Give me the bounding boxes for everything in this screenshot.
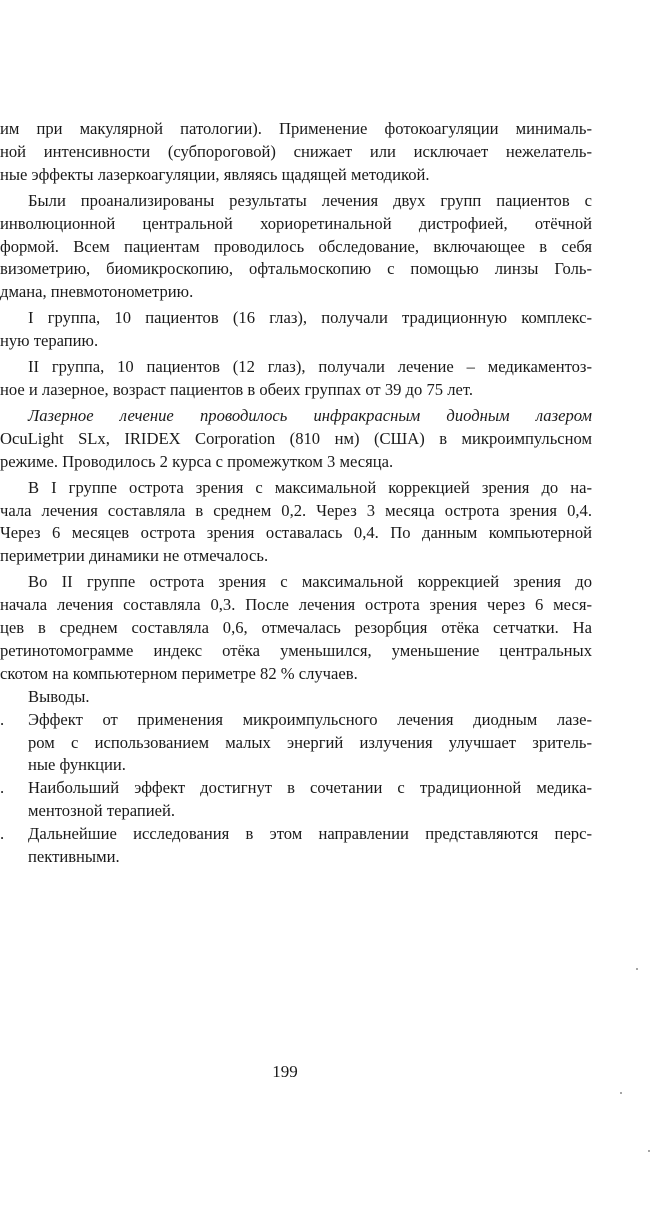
list-item-line: . Эффект от применения микроимпульсного лечения диодным лазе- <box>0 709 592 729</box>
conclusions-list <box>0 709 592 869</box>
conclusions-heading <box>0 686 592 709</box>
list-item <box>0 823 592 869</box>
paragraph-intro-continuation <box>0 118 592 187</box>
text-line: начала лечения составляла 0,3. После лечения острота зрения через 6 меся- <box>0 595 592 615</box>
text-line: скотом на компьютерном периметре 82 % случаев. <box>0 663 358 683</box>
list-item-line: пективными. <box>28 847 120 867</box>
paragraph-group-one-results <box>0 477 592 569</box>
scan-speck <box>620 1092 622 1094</box>
text-line: режиме. Проводилось 2 курса с промежутком 3 месяца. <box>0 451 394 471</box>
scan-speck <box>636 968 638 970</box>
text-line: Через 6 месяцев острота зрения оставалась 0,4. По данным компьютерной <box>0 523 592 543</box>
list-item <box>0 777 592 823</box>
text-line: формой. Всем пациентам проводилось обследование, включающее в себя <box>0 236 592 256</box>
text-line: визометрию, биомикроскопию, офтальмоскопию с помощью линзы Голь- <box>0 259 592 279</box>
page-number: 199 <box>272 1062 298 1081</box>
text-line: чала лечения составляла в среднем 0,2. Через 3 месяца острота зрения 0,4. <box>0 500 592 520</box>
text-line: ные эффекты лазеркоагуляции, являясь щадящей методикой. <box>0 164 430 184</box>
text-line: Лазерное лечение проводилось инфракрасным диодным лазером <box>28 405 592 425</box>
paragraph-study-groups <box>0 190 592 305</box>
text-line: инволюционной центральной хориоретинальной дистрофией, отёчной <box>0 213 592 233</box>
text-line: ное и лазерное, возраст пациентов в обеих группах от 39 до 75 лет. <box>0 379 473 399</box>
list-item-line: ром с использованием малых энергий излучения улучшает зритель- <box>28 732 592 752</box>
list-item-text: Эффект от применения микроимпульсного лечения диодным лазе- <box>28 709 592 729</box>
text-line: Во II группе острота зрения с максимальной коррекцией зрения до <box>28 572 592 592</box>
text-line: ретинотомограмме индекс отёка уменьшился, уменьшение центральных <box>0 640 592 660</box>
text-line: OcuLight SLx, IRIDEX Corporation (810 нм) (США) в микроимпульсном <box>0 428 592 448</box>
list-item-line: . Наибольший эффект достигнут в сочетании с традиционной медика- <box>0 778 592 798</box>
paragraph-laser-treatment <box>0 405 592 474</box>
heading-text: Выводы. <box>28 686 90 706</box>
list-item-line: . Дальнейшие исследования в этом направлении представляются перс- <box>0 824 592 844</box>
list-item <box>0 709 592 778</box>
list-item-line: ные функции. <box>28 755 126 775</box>
paragraph-group-two-results <box>0 571 592 686</box>
text-line: дмана, пневмотонометрию. <box>0 282 194 302</box>
body-text <box>0 118 592 869</box>
text-line: цев в среднем составляла 0,6, отмечалась резорбция отёка сетчатки. На <box>0 618 592 638</box>
list-item-text: Наибольший эффект достигнут в сочетании с традиционной медика- <box>28 778 592 798</box>
list-item-line: ментозной терапией. <box>28 801 176 821</box>
text-line: II группа, 10 пациентов (12 глаз), получали лечение – медикаментоз- <box>28 357 592 377</box>
text-line: ной интенсивности (субпороговой) снижает или исключает нежелатель- <box>0 141 592 161</box>
text-line: I группа, 10 пациентов (16 глаз), получали традиционную комплекс- <box>28 308 592 328</box>
paragraph-group-two <box>0 356 592 402</box>
text-line: В I группе острота зрения с максимальной коррекцией зрения до на- <box>28 477 592 497</box>
text-line: периметрии динамики не отмечалось. <box>0 546 269 566</box>
paragraph-group-one <box>0 307 592 353</box>
scan-speck <box>648 1150 650 1152</box>
text-line: Были проанализированы результаты лечения двух групп пациентов с <box>28 190 592 210</box>
list-item-text: Дальнейшие исследования в этом направлении представляются перс- <box>28 824 592 844</box>
text-line: им при макулярной патологии). Применение фотокоагуляции минималь- <box>0 119 592 138</box>
text-line: ную терапию. <box>0 331 99 351</box>
